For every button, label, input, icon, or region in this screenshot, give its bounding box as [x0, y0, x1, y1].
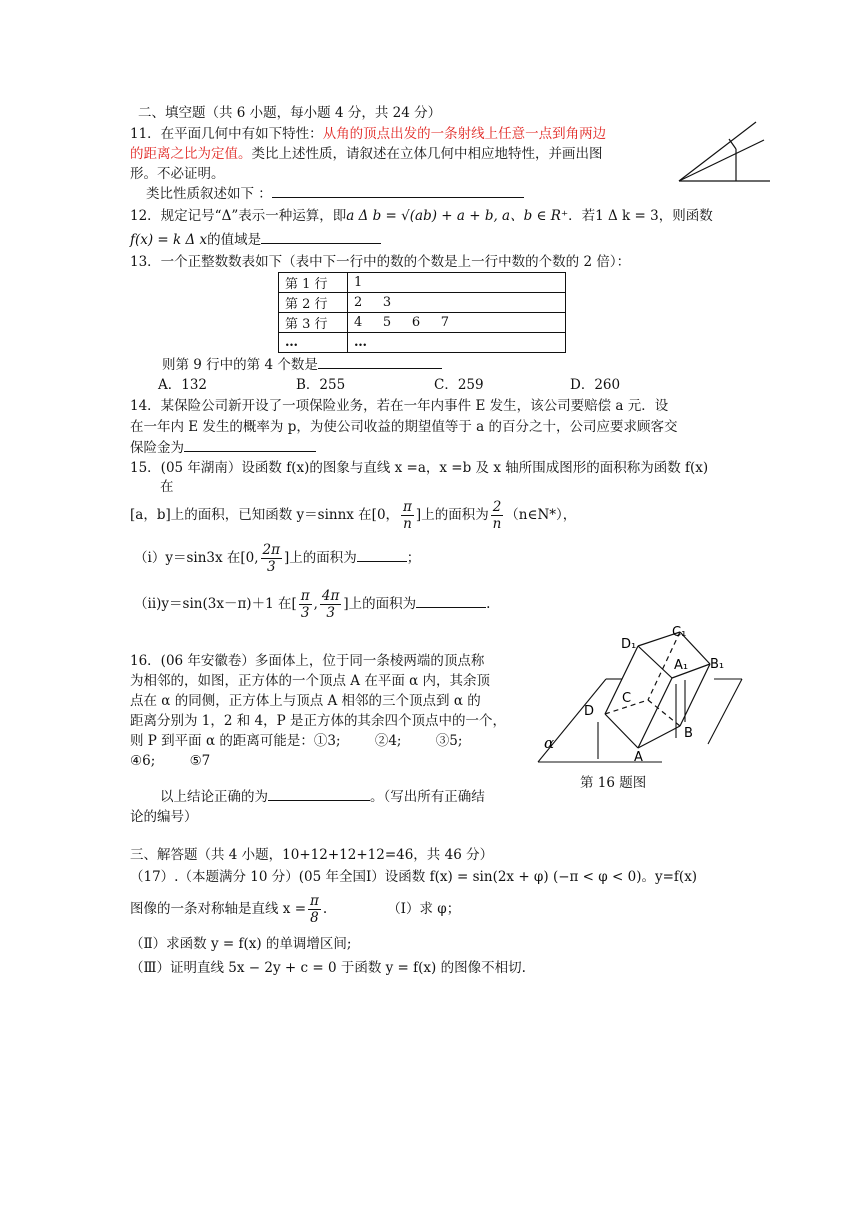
q11-line3: 形。不必证明。 [130, 166, 225, 182]
q11-rest: 类比上述性质，请叙述在立体几何中相应地特性，并画出图 [251, 146, 603, 162]
q17-line2a: 图像的一条对称轴是直线 x = [130, 901, 307, 917]
q15-sub1c: ； [406, 550, 421, 566]
cube-edge [638, 726, 680, 748]
label-A1: A₁ [674, 658, 689, 673]
table-cell: 2 3 [348, 293, 566, 313]
q13-option-a[interactable]: A．132 [158, 377, 208, 393]
label-D1: D₁ [621, 637, 637, 652]
cube-edge [605, 714, 638, 748]
cube-edge [638, 646, 672, 678]
q17-line2b: . [322, 901, 328, 917]
q17-frac-pi-8 [308, 893, 321, 926]
label-alpha: α [544, 734, 555, 752]
q17-line1: （17）.（本题满分 10 分）(05 年全国Ⅰ）设函数 f(x) = sin(2x + φ) (−π < φ < 0)。y=f(x) [130, 869, 698, 885]
q12-answer-blank[interactable] [261, 243, 381, 244]
frac-denominator: n [492, 516, 502, 532]
q15-sub1-frac [261, 542, 282, 575]
table-row [279, 273, 566, 293]
q11-answer-blank[interactable] [272, 197, 524, 198]
q15-sub2-comma: , [313, 596, 318, 612]
q15-line2b: ]上的面积为 [415, 507, 489, 523]
table-cell: 第 1 行 [279, 273, 348, 293]
frac-numerator: π [310, 893, 319, 909]
cube-edge [638, 678, 672, 748]
q15-sub1b: ]上的面积为 [284, 550, 357, 566]
frac-denominator: 3 [266, 559, 276, 575]
q16-answer-blank[interactable] [268, 800, 370, 801]
label-B1: B₁ [710, 657, 725, 672]
table-row [279, 313, 566, 333]
frac-numerator: 2π [262, 542, 280, 558]
q13-question [162, 356, 442, 374]
q15-sub2-frac1 [299, 588, 312, 621]
q15-line1: 15．(05 年湖南）设函数 f(x)的图象与直线 x =a，x =b 及 x 轴所围成图形的面积称为函数 f(x) [130, 460, 709, 476]
frac-denominator: 3 [300, 605, 310, 621]
q16-line6: ④6; ⑤7 [130, 753, 211, 769]
q17-line2 [130, 891, 460, 927]
q13-number-table [278, 272, 566, 353]
label-B: B [684, 726, 693, 741]
q16-line3: 点在 α 的同侧，正方体上与顶点 A 相邻的三个顶点到 α 的 [130, 693, 481, 709]
q12-line1 [130, 207, 713, 225]
q12-line2 [130, 231, 381, 249]
table-cell: 1 [348, 273, 566, 293]
q12-function: f(x) = k Δ x [130, 232, 208, 248]
q16-cube-figure [530, 622, 746, 768]
q15-line2a: [a，b]上的面积，已知函数 y＝sinnx 在[0， [130, 507, 400, 523]
q17-part2: （Ⅱ）求函数 y = f(x) 的单调增区间; [130, 936, 352, 952]
q12-range-label: 的值域是 [207, 232, 262, 248]
q15-line2c: （n∈N*）， [505, 507, 577, 523]
q14-answer-blank[interactable] [184, 451, 316, 452]
table-cell: 第 3 行 [279, 313, 348, 333]
q15-sub2c: . [486, 596, 491, 612]
q15-sub2-blank[interactable] [416, 607, 486, 608]
q14-line3 [130, 439, 316, 457]
hidden-edge [648, 700, 680, 726]
label-A: A [634, 750, 643, 765]
q13-option-d[interactable]: D．260 [570, 377, 621, 393]
frac-numerator: 4π [321, 588, 340, 604]
q13-question-text: 则第 9 行中的第 4 个数是 [162, 357, 318, 373]
q15-sub2a: （ii)y＝sin(3x－π)＋1 在[ [134, 596, 297, 612]
q16-line8: 论的编号） [130, 809, 198, 825]
q16-line5: 则 P 到平面 α 的距离可能是：①3; ②4; ③5; [130, 733, 463, 749]
q16-line7 [160, 788, 485, 806]
table-row [279, 293, 566, 313]
q15-sub1 [134, 540, 420, 576]
q11-line1 [130, 125, 606, 143]
q15-frac-pi-n [401, 499, 414, 532]
q11-answer-line [146, 185, 524, 203]
q15-sub2-frac2 [320, 588, 341, 621]
q15-sub1a: （i）y＝sin3x 在[0, [134, 550, 259, 566]
plane-edge [708, 679, 742, 744]
q12-prefix: 12．规定记号“Δ”表示一种运算，即 [130, 208, 347, 224]
q12-formula: a Δ b = √(ab) + a + b, a、b ∈ R⁺ [346, 208, 569, 224]
frac-numerator: π [300, 588, 310, 604]
q13-stem: 13．一个正整数数表如下（表中下一行中的数的个数是上一行中数的个数的 2 倍）： [130, 254, 631, 270]
q13-option-b[interactable]: B．255 [296, 377, 346, 393]
label-D: D [584, 704, 595, 719]
q15-line2 [130, 497, 576, 533]
table-cell: … [279, 333, 348, 353]
q11-line2 [130, 145, 603, 163]
frac-denominator: n [403, 516, 412, 532]
q13-option-c[interactable]: C．259 [434, 377, 484, 393]
q11-highlight-1: 从角的顶点出发的一条射线上任意一点到角两边 [322, 126, 607, 142]
q15-sub1-blank[interactable] [357, 561, 407, 562]
q15-sub2 [134, 586, 490, 622]
q16-line7-text: 以上结论正确的为 [160, 789, 268, 805]
q16-figure-caption: 第 16 题图 [580, 775, 647, 791]
frac-denominator: 8 [310, 910, 319, 926]
q16-line2: 为相邻的，如图，正方体的一个顶点 A 在平面 α 内，其余顶 [130, 673, 491, 689]
section-title: 二、填空题（共 6 小题，每小题 4 分，共 24 分） [138, 105, 442, 121]
q16-line7b: 。（写出所有正确结 [370, 789, 485, 805]
table-cell: … [348, 333, 566, 353]
frac-numerator: π [403, 499, 412, 515]
q11-answer-label: 类比性质叙述如下 ： [146, 186, 272, 202]
q16-line1: 16．(06 年安徽卷）多面体上，位于同一条棱两端的顶点称 [130, 653, 485, 669]
q17-part3: （Ⅲ）证明直线 5x − 2y + c = 0 于函数 y = f(x) 的图像不相切. [130, 960, 526, 976]
q14-line2: 在一年内 E 发生的概率为 p，为使公司收益的期望值等于 a 的百分之十，公司应要求顾客交 [130, 419, 678, 435]
q11-prefix: 11．在平面几何中有如下特性： [130, 126, 323, 142]
q11-angle-figure [670, 110, 774, 188]
q11-highlight-2: 的距离之比为定值。 [130, 146, 252, 162]
q15-sub2b: ]上的面积为 [343, 596, 417, 612]
label-C1: C₁ [672, 625, 687, 640]
table-cell: 第 2 行 [279, 293, 348, 313]
q15-line1b: 在 [160, 479, 174, 495]
q14-line3-text: 保险金为 [130, 440, 184, 456]
frac-denominator: 3 [326, 605, 335, 621]
section-title: 三、解答题（共 4 小题，10+12+12+12=46，共 46 分） [130, 847, 494, 863]
q15-frac-2-n [491, 499, 504, 532]
q17-part1: （Ⅰ）求 φ； [387, 901, 461, 917]
q16-line4: 距离分别为 1，2 和 4，P 是正方体的其余四个顶点中的一个， [130, 713, 507, 729]
table-cell: 4 5 6 7 [348, 313, 566, 333]
frac-numerator: 2 [492, 499, 502, 515]
q12-suffix: ．若1 Δ k = 3，则函数 [568, 208, 713, 224]
table-row [279, 333, 566, 353]
q14-line1: 14．某保险公司新开设了一项保险业务，若在一年内事件 E 发生，该公司要赔偿 a 元．设 [130, 398, 669, 414]
q13-answer-blank[interactable] [318, 368, 442, 369]
label-C: C [622, 691, 632, 706]
